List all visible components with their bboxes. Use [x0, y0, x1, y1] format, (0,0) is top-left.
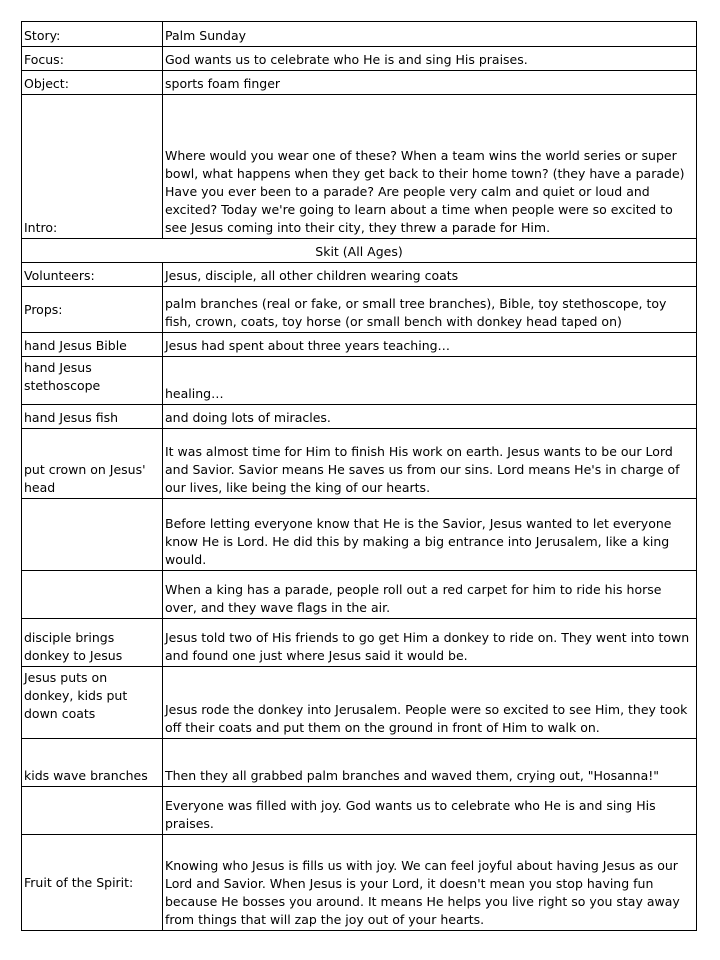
- row-content: When a king has a parade, people roll out a red carpet for him to ride his horse over, and they wave flags in the air.: [163, 571, 697, 619]
- row-label: put crown on Jesus' head: [22, 429, 163, 499]
- row-label: Intro:: [22, 95, 163, 239]
- row-label: Jesus puts on donkey, kids put down coats: [22, 667, 163, 739]
- row-content: Jesus rode the donkey into Jerusalem. People were so excited to see Him, they took off their coats and put them on the ground in front of Him to walk on.: [163, 667, 697, 739]
- row-content: Everyone was filled with joy. God wants us to celebrate who He is and sing His praises.: [163, 787, 697, 835]
- row-label: Focus:: [22, 47, 163, 71]
- row-content: and doing lots of miracles.: [163, 405, 697, 429]
- row-content: Jesus told two of His friends to go get Him a donkey to ride on. They went into town and found one just where Jesus said it would be.: [163, 619, 697, 667]
- row-label: [22, 787, 163, 835]
- table-row: [22, 619, 697, 667]
- row-content: Then they all grabbed palm branches and waved them, crying out, "Hosanna!": [163, 739, 697, 787]
- row-label: Props:: [22, 287, 163, 333]
- row-content: Jesus had spent about three years teaching…: [163, 333, 697, 357]
- table-row: [22, 22, 697, 47]
- table-row: [22, 287, 697, 333]
- table-row: [22, 405, 697, 429]
- row-label: Fruit of the Spirit:: [22, 835, 163, 931]
- row-label: Object:: [22, 71, 163, 95]
- row-content: Palm Sunday: [163, 22, 697, 47]
- row-content: palm branches (real or fake, or small tree branches), Bible, toy stethoscope, toy fish, crown, coats, toy horse (or small bench with donkey head taped on): [163, 287, 697, 333]
- row-content: Jesus, disciple, all other children wearing coats: [163, 263, 697, 287]
- table-row: [22, 429, 697, 499]
- row-content: Knowing who Jesus is fills us with joy. We can feel joyful about having Jesus as our Lord and Savior. When Jesus is your Lord, it doesn't mean you stop having fun because He bosses you around. It means He helps you live right so you stay away from things that will zap the joy out of your hearts.: [163, 835, 697, 931]
- row-content: God wants us to celebrate who He is and sing His praises.: [163, 47, 697, 71]
- row-label: hand Jesus fish: [22, 405, 163, 429]
- table-row: [22, 739, 697, 787]
- row-label: [22, 499, 163, 571]
- table-row: [22, 357, 697, 405]
- table-row: [22, 95, 697, 239]
- table-row: [22, 835, 697, 931]
- row-label: [22, 571, 163, 619]
- row-content: sports foam finger: [163, 71, 697, 95]
- row-content: healing…: [163, 357, 697, 405]
- row-content: Where would you wear one of these? When a team wins the world series or super bowl, what happens when they get back to their home town? (they have a parade) Have you ever been to a parade? Are people very calm and quiet or loud and excited? Today we're going to learn about a time when people were so excited to see Jesus coming into their city, they threw a parade for Him.: [163, 95, 697, 239]
- table-row: [22, 571, 697, 619]
- lesson-plan-table: [21, 21, 697, 931]
- section-header-row: [22, 239, 697, 263]
- table-row: [22, 499, 697, 571]
- row-label: Volunteers:: [22, 263, 163, 287]
- row-label: kids wave branches: [22, 739, 163, 787]
- table-row: [22, 71, 697, 95]
- table-row: [22, 47, 697, 71]
- row-label: disciple brings donkey to Jesus: [22, 619, 163, 667]
- table-row: [22, 667, 697, 739]
- row-label: Story:: [22, 22, 163, 47]
- row-content: Before letting everyone know that He is the Savior, Jesus wanted to let everyone know He is Lord. He did this by making a big entrance into Jerusalem, like a king would.: [163, 499, 697, 571]
- table-row: [22, 787, 697, 835]
- table-row: [22, 263, 697, 287]
- row-content: It was almost time for Him to finish His work on earth. Jesus wants to be our Lord and Savior. Savior means He saves us from our sins. Lord means He's in charge of our lives, like being the king of our hearts.: [163, 429, 697, 499]
- table-row: [22, 333, 697, 357]
- section-header: Skit (All Ages): [22, 239, 697, 263]
- row-label: hand Jesus Bible: [22, 333, 163, 357]
- row-label: hand Jesus stethoscope: [22, 357, 163, 405]
